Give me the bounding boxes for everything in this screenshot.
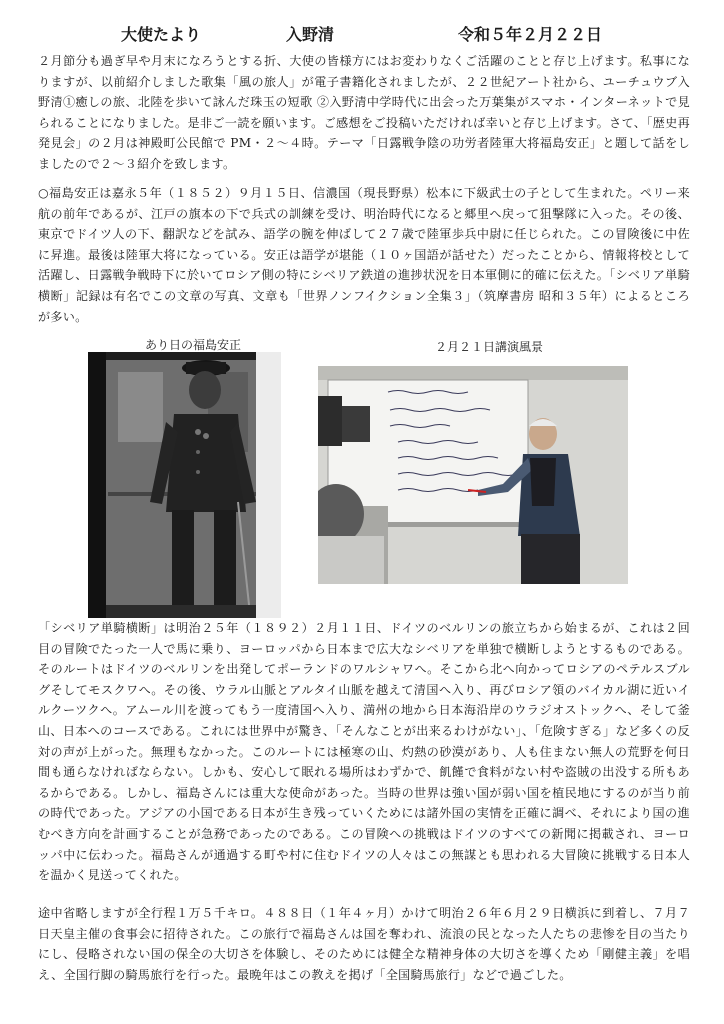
lecture-photo <box>318 366 628 584</box>
photo-caption-portrait: あり日の福島安正 <box>145 338 242 352</box>
paragraph-biography: ○福島安正は嘉永５年（１８５２）９月１５日、信濃国（現長野県）松本に下級武士の子として生まれた。ペリー来航の前年であるが、江戸の旗本の下で兵式の訓練を受け、明治時代になると郷里へ戻って狙撃隊に入った。その後、東京でドイツ人の下、翻訳などを試み、語学の腕を伸ばして２７歳で陸軍歩兵中尉に任じられた。この冒険後に中佐に昇進。最後は陸軍大将になっている。安正は語学が堪能（１０ヶ国語が話せた）だったことから、情報将校として活躍し、日露戦争戦時下に於いてロシア側の特にシベリア鉄道の進捗状況を日本軍側に的確に伝えた。「シベリア単騎横断」記録は有名でこの文章の写真、文章も「世界ノンフイクション全集３」（筑摩書房 昭和３５年）によるところが多い。 <box>38 186 690 324</box>
portrait-photo <box>88 352 281 618</box>
author-name: 入野清 <box>286 25 335 44</box>
photo-caption-lecture: ２月２１日講演風景 <box>435 340 544 354</box>
newsletter-title: 大使たより <box>121 25 202 44</box>
issue-date: 令和５年２月２２日 <box>458 25 603 44</box>
paragraph-siberia-ride: 「シベリア単騎横断」は明治２５年（１８９２）２月１１日、ドイツのベルリンの旅立ちから始まるが、これは２回目の冒険でたった一人で馬に乗り、ヨーロッパから日本まで広大なシベリアを単独で横断しようとするものである。そのルートはドイツのベルリンを出発してポーランドのワルシャワへ。そこから北へ向かってロシアのペテルスブルグそしてモスクワへ。その後、ウラル山脈とアルタイ山脈を越えて清国へ入り、再びロシア領のバイカル湖に近いイルクーツクへ。アムール川を渡ってもう一度清国へ入り、満州の地から日本海沿岸のウラジオストックへ、そして釜山、日本へのコースである。これには世界中が驚き、「そんなことが出来るわけがない」、「危険すぎる」など多くの反対の声が上がった。無理もなかった。このルートには極寒の山、灼熱の砂漠があり、人も住まない無人の荒野を何日間も通らなければならない。しかも、安心して眠れる場所はわずかで、飢饉で食料がない村や盗賊の出没する所もあるからである。しかし、福島さんには重大な使命があった。当時の世界は強い国が弱い国を植民地にするのが当り前の時代であった。アジアの小国である日本が生き残っていくためには諸外国の実情を正確に調べ、それにより国の進むべき方向を計画することが急務であったのである。この冒険への挑戦はドイツのすべての新聞に掲載され、ヨーロッパ中に伝わった。福島さんが通過する町や村に住むドイツの人々はこの無謀とも思われる大冒険に挑戦する日本人を温かく見送ってくれた。 <box>38 621 690 883</box>
paragraph-conclusion: 途中省略しますが全行程１万５千キロ。４８８日（１年４ヶ月）かけて明治２６年６月２９日横浜に到着し、７月７日天皇主催の食事会に招待された。この旅行で福島さんは国を奪われ、流浪の民となった人たちの悲惨を目の当たりにし、侵略されない国の保全の大切さを体験し、そのためには健全な精神身体の大切さを導くため「剛健主義」を唱え、全国行脚の騎馬旅行を行った。最晩年はこの教えを掲げ「全国騎馬旅行」などで過ごした。 <box>38 906 690 982</box>
paragraph-greeting: ２月節分も過ぎ早や月末になろうとする折、大使の皆様方にはお変わりなくご活躍のことと存じ上げます。私事になりますが、以前紹介しました歌集「風の旅人」が電子書籍化されましたが、２２世紀アート社から、ユーチュウブ入野清①癒しの旅、北陸を歩いて詠んだ珠玉の短歌 ②入野清中学時代に出会った万葉集がスマホ・インターネットで見られることになりました。是非ご一読を願います。ご感想をご投稿いただければ幸いと存じ上げます。さて、「歴史再発見会」の２月は神殿町公民館で PM・２〜４時。テーマ「日露戦争陰の功労者陸軍大将福島安正」と題して話をしましたので２〜３紹介を致します。 <box>38 54 690 171</box>
page-header <box>0 22 724 48</box>
